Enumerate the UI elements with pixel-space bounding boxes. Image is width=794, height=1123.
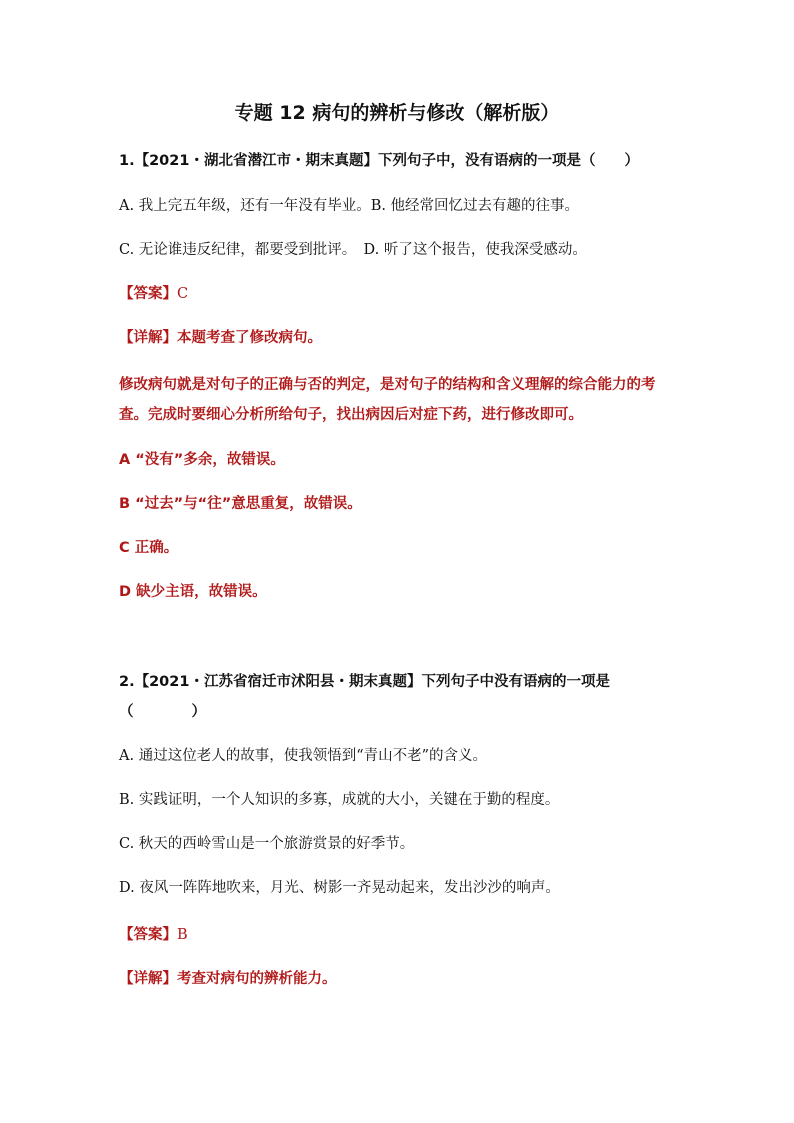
question-1-answer [119,284,188,304]
question-1-note-a: A “没有”多余，故错误。 [119,452,285,468]
question-1-note-b: B “过去”与“往”意思重复，故错误。 [119,496,362,512]
question-1-options-cd: C. 无论谁违反纪律，都要受到批评。 D. 听了这个报告，使我深受感动。 [119,242,587,258]
answer-value: B [177,927,188,943]
question-1-options-ab: A. 我上完五年级，还有一年没有毕业。B. 他经常回忆过去有趣的往事。 [119,198,580,214]
question-2-detail [119,969,337,989]
page-title: 专题 12 病句的辨析与修改（解析版） [234,102,560,124]
question-2-bracket: （ ） [119,704,206,720]
question-1-note-d: D 缺少主语，故错误。 [119,584,267,600]
question-2-option-c: C. 秋天的西岭雪山是一个旅游赏景的好季节。 [119,836,415,852]
question-2-option-d: D. 夜风一阵阵地吹来，月光、树影一齐晃动起来，发出沙沙的响声。 [119,880,560,896]
question-2-option-a: A. 通过这位老人的故事，使我领悟到“青山不老”的含义。 [119,748,488,764]
question-1-stem: 1.【2021・湖北省潜江市・期末真题】下列句子中，没有语病的一项是（ ） [119,153,639,169]
detail-tag: 【详解】 [119,971,177,987]
detail-text: 考查对病句的辨析能力。 [177,971,337,987]
question-1-detail [119,328,322,348]
detail-text: 本题考查了修改病句。 [177,330,322,346]
answer-tag: 【答案】 [119,286,177,302]
question-2-option-b: B. 实践证明，一个人知识的多寡，成就的大小，关键在于勤的程度。 [119,792,560,808]
question-2-answer [119,925,188,945]
detail-tag: 【详解】 [119,330,177,346]
question-2-stem: 2.【2021・江苏省宿迁市沭阳县・期末真题】下列句子中没有语病的一项是 [119,674,610,690]
answer-tag: 【答案】 [119,927,177,943]
question-1-note-c: C 正确。 [119,540,179,556]
question-1-explanation: 修改病句就是对句子的正确与否的判定，是对句子的结构和含义理解的综合能力的考查。完成时要细心分析所给句子，找出病因后对症下药，进行修改即可。 [119,377,656,423]
answer-value: C [177,286,189,302]
